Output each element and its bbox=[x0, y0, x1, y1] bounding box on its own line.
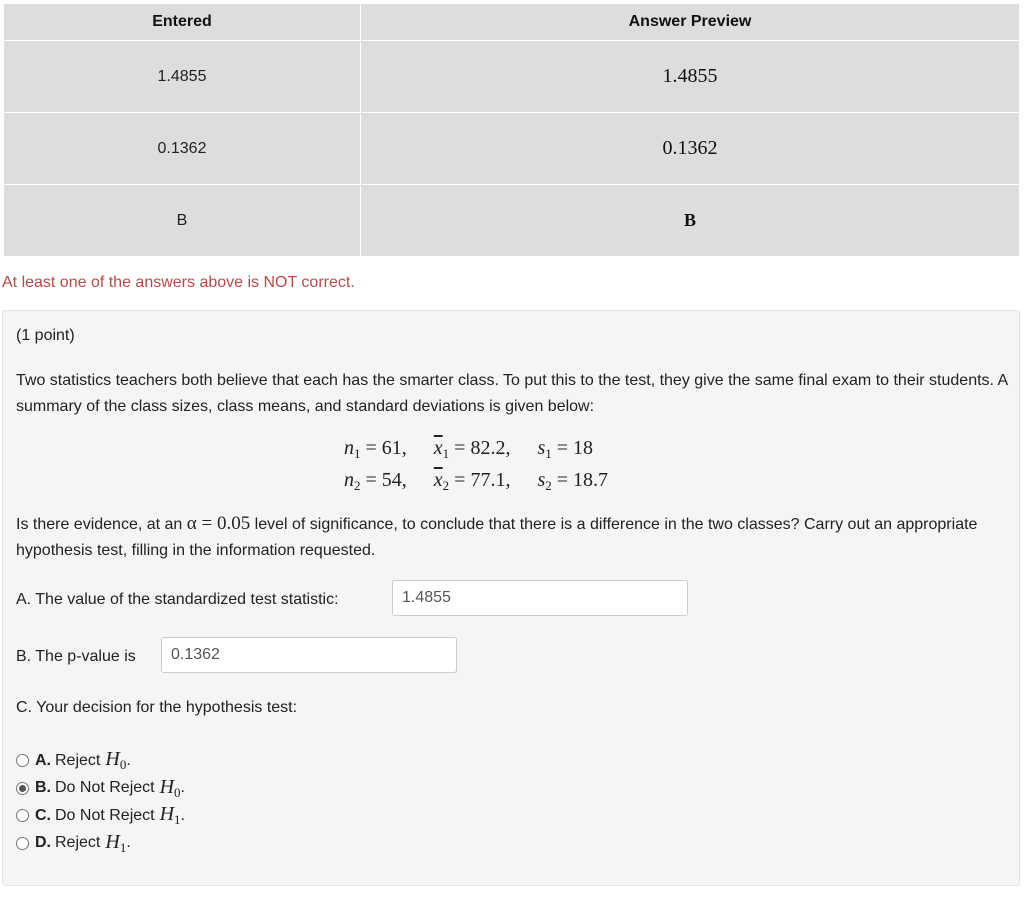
choice-letter: A. bbox=[35, 751, 51, 769]
choice-text: Do Not Reject bbox=[55, 779, 155, 797]
results-header-row bbox=[4, 4, 1020, 41]
entered-cell: 1.4855 bbox=[4, 41, 361, 113]
alpha-value: α = 0.05 bbox=[186, 513, 251, 534]
entered-cell: B bbox=[4, 185, 361, 257]
choice-period: . bbox=[126, 751, 131, 769]
test-statistic-input[interactable] bbox=[392, 580, 688, 616]
hypothesis-symbol: $H_0$ bbox=[105, 748, 127, 773]
question-post: level of significance, to conclude that there is a difference in the two classes? Carry out an appropriate hypothesis test, filling in the information requested. bbox=[16, 516, 978, 559]
radio-button-selected[interactable] bbox=[16, 782, 29, 795]
hypothesis-symbol: $H_1$ bbox=[105, 830, 127, 855]
choice-text: Do Not Reject bbox=[55, 806, 155, 824]
choice-letter: B. bbox=[35, 779, 51, 797]
s-value: = 18.7 bbox=[556, 469, 609, 491]
p-value-input[interactable] bbox=[161, 637, 457, 673]
question-pre: Is there evidence, at an bbox=[16, 516, 187, 533]
s-subscript: 2 bbox=[545, 478, 552, 493]
s-subscript: 1 bbox=[545, 446, 552, 461]
radio-button[interactable] bbox=[16, 754, 29, 767]
xbar-symbol: $\overline{x}$ bbox=[433, 469, 443, 491]
hypothesis-symbol: $H_1$ bbox=[159, 803, 181, 828]
stats-row-2 bbox=[344, 469, 608, 494]
hypothesis-symbol: $H_0$ bbox=[159, 775, 181, 800]
n-subscript: 2 bbox=[354, 478, 361, 493]
preview-cell: B bbox=[361, 185, 1020, 257]
preview-cell: 0.1362 bbox=[361, 113, 1020, 185]
choice-text: Reject bbox=[55, 751, 101, 769]
points-label: (1 point) bbox=[16, 327, 75, 344]
s-symbol: s bbox=[537, 437, 546, 459]
results-table bbox=[3, 3, 1020, 257]
n-value: = 61, bbox=[365, 437, 407, 459]
part-b-label: B. The p-value is bbox=[16, 648, 136, 665]
choice-do-not-reject-h1[interactable] bbox=[16, 802, 185, 830]
choice-letter: D. bbox=[35, 834, 51, 852]
choice-period: . bbox=[126, 834, 131, 852]
s-value: = 18 bbox=[556, 437, 594, 459]
problem-intro: Two statistics teachers both believe that each has the smarter class. To put this to the test, they give the same final exam to their students. A summary of the class sizes, class means, and standard deviations is given below: bbox=[16, 372, 1008, 415]
choice-reject-h1[interactable] bbox=[16, 830, 185, 858]
table-row bbox=[4, 41, 1020, 113]
choice-letter: C. bbox=[35, 806, 51, 824]
entered-cell: 0.1362 bbox=[4, 113, 361, 185]
n-symbol: n bbox=[344, 437, 354, 459]
xbar-value: = 77.1, bbox=[454, 469, 511, 491]
n-value: = 54, bbox=[365, 469, 407, 491]
radio-button[interactable] bbox=[16, 809, 29, 822]
problem-question bbox=[16, 511, 1011, 564]
problem-panel bbox=[2, 310, 1020, 886]
xbar-subscript: 2 bbox=[442, 478, 450, 493]
table-row bbox=[4, 185, 1020, 257]
part-c-label: C. Your decision for the hypothesis test: bbox=[16, 699, 298, 716]
feedback-message: At least one of the answers above is NOT correct. bbox=[2, 274, 355, 291]
choice-do-not-reject-h0[interactable] bbox=[16, 775, 185, 803]
choice-period: . bbox=[180, 806, 185, 824]
xbar-subscript: 1 bbox=[442, 446, 450, 461]
table-row bbox=[4, 113, 1020, 185]
stats-row-1 bbox=[344, 437, 593, 462]
header-entered: Entered bbox=[4, 4, 361, 41]
s-symbol: s bbox=[537, 469, 546, 491]
n-symbol: n bbox=[344, 469, 354, 491]
decision-choices bbox=[16, 747, 185, 857]
xbar-value: = 82.2, bbox=[454, 437, 511, 459]
header-answer-preview: Answer Preview bbox=[361, 4, 1020, 41]
part-a-label: A. The value of the standardized test statistic: bbox=[16, 591, 339, 608]
choice-period: . bbox=[180, 779, 185, 797]
choice-text: Reject bbox=[55, 834, 101, 852]
radio-button[interactable] bbox=[16, 837, 29, 850]
xbar-symbol: $\overline{x}$ bbox=[433, 437, 443, 459]
preview-cell: 1.4855 bbox=[361, 41, 1020, 113]
n-subscript: 1 bbox=[354, 446, 361, 461]
choice-reject-h0[interactable] bbox=[16, 747, 185, 775]
